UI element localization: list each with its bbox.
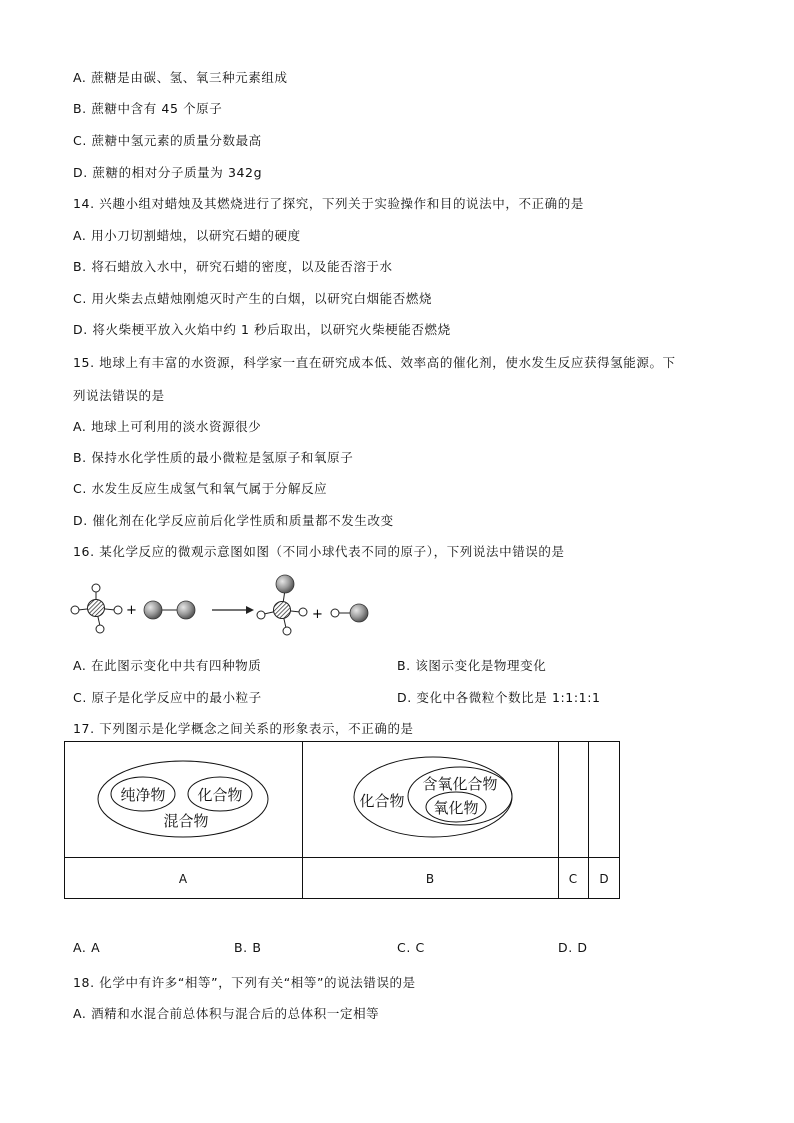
q13-option-a: A. 蔗糖是由碳、氢、氧三种元素组成 xyxy=(73,70,288,85)
q16-option-d: D. 变化中各微粒个数比是 1:1:1:1 xyxy=(397,690,601,705)
q17-option-b: B. B xyxy=(234,940,262,955)
q16-option-a: A. 在此图示变化中共有四种物质 xyxy=(73,658,262,673)
cell-label-c: C xyxy=(568,872,578,886)
q14-option-a: A. 用小刀切割蜡烛，以研究石蜡的硬度 xyxy=(73,228,301,243)
diagram-a-left-label: 纯净物 xyxy=(120,786,166,804)
diagram-a-outer-label: 混合物 xyxy=(163,812,209,830)
q14-option-b: B. 将石蜡放入水中，研究石蜡的密度，以及能否溶于水 xyxy=(73,259,393,274)
q13-option-b: B. 蔗糖中含有 45 个原子 xyxy=(73,101,223,116)
q17-stem: 17. 下列图示是化学概念之间关系的形象表示，不正确的是 xyxy=(73,721,414,736)
q14-stem: 14. 兴趣小组对蜡烛及其燃烧进行了探究，下列关于实验操作和目的说法中，不正确的是 xyxy=(73,196,584,211)
q14-option-c: C. 用火柴去点蜡烛刚熄灭时产生的白烟，以研究白烟能否燃烧 xyxy=(73,291,433,306)
q13-option-d: D. 蔗糖的相对分子质量为 342g xyxy=(73,165,263,180)
diagram-b-outer-label: 化合物 xyxy=(359,792,405,810)
diagram-a-right-label: 化合物 xyxy=(197,786,243,804)
q14-option-d: D. 将火柴梗平放入火焰中约 1 秒后取出，以研究火柴梗能否燃烧 xyxy=(73,322,451,337)
q15-stem-line2: 列说法错误的是 xyxy=(73,388,165,403)
q18-option-a: A. 酒精和水混合前总体积与混合后的总体积一定相等 xyxy=(73,1006,380,1021)
q16-option-c: C. 原子是化学反应中的最小粒子 xyxy=(73,690,262,705)
q17-option-d: D. D xyxy=(558,940,588,955)
cell-label-d: D xyxy=(599,872,609,886)
q15-option-a: A. 地球上可利用的淡水资源很少 xyxy=(73,419,262,434)
diagram-b-inner-label: 氧化物 xyxy=(433,799,479,817)
q15-option-b: B. 保持水化学性质的最小微粒是氢原子和氧原子 xyxy=(73,450,354,465)
q15-option-d: D. 催化剂在化学反应前后化学性质和质量都不发生改变 xyxy=(73,513,394,528)
cell-label-a: A xyxy=(178,872,188,886)
q16-stem: 16. 某化学反应的微观示意图如图（不同小球代表不同的原子），下列说法中错误的是 xyxy=(73,544,565,559)
q18-stem: 18. 化学中有许多“相等”，下列有关“相等”的说法错误的是 xyxy=(73,975,416,990)
q15-option-c: C. 水发生反应生成氢气和氧气属于分解反应 xyxy=(73,481,328,496)
q13-option-c: C. 蔗糖中氢元素的质量分数最高 xyxy=(73,133,262,148)
cell-label-b: B xyxy=(425,872,435,886)
q17-option-a: A. A xyxy=(73,940,101,955)
diagram-b-middle-label: 含氧化合物 xyxy=(422,775,498,793)
plus-sign-1: + xyxy=(126,603,137,618)
plus-sign-2: + xyxy=(312,607,323,622)
q15-stem-line1: 15. 地球上有丰富的水资源，科学家一直在研究成本低、效率高的催化剂，使水发生反应获得氢能源。下 xyxy=(73,355,676,370)
q16-option-b: B. 该图示变化是物理变化 xyxy=(397,658,547,673)
q17-option-c: C. C xyxy=(397,940,425,955)
